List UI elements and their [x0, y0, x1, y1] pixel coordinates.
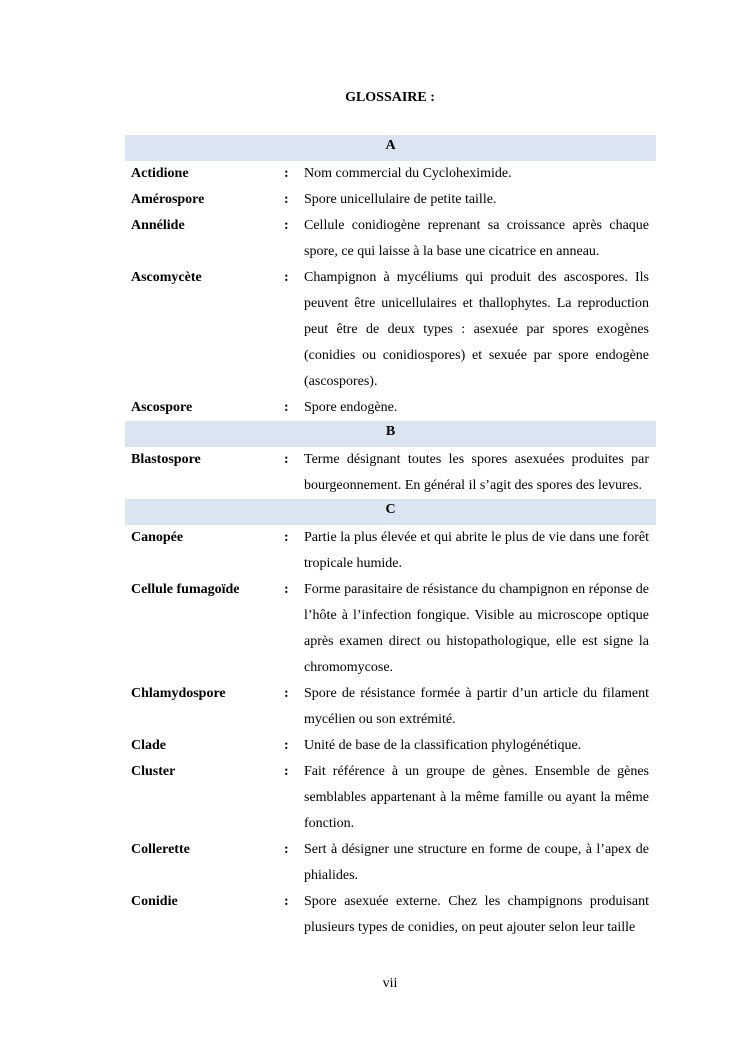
glossary-entry	[125, 213, 656, 265]
glossary-term: Chlamydospore	[131, 686, 226, 701]
term-separator: :	[284, 218, 289, 233]
glossary-definition: Spore de résistance formée à partir d’un article du filament mycélien ou son extrémité.	[304, 686, 649, 727]
glossary-entry	[125, 161, 656, 187]
glossary-definition: Spore unicellulaire de petite taille.	[304, 192, 497, 207]
glossary-entry	[125, 577, 656, 681]
term-separator: :	[284, 192, 289, 207]
glossary-definition: Fait référence à un groupe de gènes. Ensemble de gènes semblables appartenant à la même famille ou ayant la même fonction.	[304, 764, 649, 831]
section-header-a: A	[125, 135, 656, 161]
term-separator: :	[284, 582, 289, 597]
glossary-entry	[125, 447, 656, 499]
glossary-entry	[125, 733, 656, 759]
glossary-definition: Forme parasitaire de résistance du champignon en réponse de l’hôte à l’infection fongique. Visible au microscope optique après examen direct ou histopathologique, elle est signe la chromomycose.	[304, 582, 649, 675]
glossary-term: Clade	[131, 738, 166, 753]
term-separator: :	[284, 270, 289, 285]
term-separator: :	[284, 764, 289, 779]
glossary-term: Amérospore	[131, 192, 205, 207]
page-number: vii	[382, 976, 398, 991]
term-separator: :	[284, 166, 289, 181]
glossary-term: Canopée	[131, 530, 184, 545]
glossary-definition: Sert à désigner une structure en forme de coupe, à l’apex de phialides.	[304, 842, 649, 883]
section-header-c: C	[125, 499, 656, 525]
term-separator: :	[284, 738, 289, 753]
term-separator: :	[284, 842, 289, 857]
glossary-table	[125, 135, 656, 941]
glossary-entry	[125, 395, 656, 421]
glossary-definition: Terme désignant toutes les spores asexuées produites par bourgeonnement. En général il s’agit des spores des levures.	[304, 452, 649, 493]
glossary-definition: Champignon à mycéliums qui produit des ascospores. Ils peuvent être unicellulaires et thallophytes. La reproduction peut être de deux types : asexuée par spores exogènes (conidies ou conidiospores) et sexuée par spore endogène (ascospores).	[304, 270, 649, 389]
glossary-term: Cluster	[131, 764, 176, 779]
glossary-entry	[125, 525, 656, 577]
glossary-term: Cellule fumagoïde	[131, 582, 240, 597]
glossary-term: Collerette	[131, 842, 190, 857]
glossary-definition: Cellule conidiogène reprenant sa croissance après chaque spore, ce qui laisse à la base une cicatrice en anneau.	[304, 218, 649, 259]
section-header-b: B	[125, 421, 656, 447]
glossary-term: Annélide	[131, 218, 185, 233]
glossary-term: Conidie	[131, 894, 178, 909]
glossary-entry	[125, 759, 656, 837]
glossary-term: Blastospore	[131, 452, 201, 467]
glossary-term: Ascospore	[131, 400, 193, 415]
term-separator: :	[284, 400, 289, 415]
glossary-definition: Spore asexuée externe. Chez les champignons produisant plusieurs types de conidies, on peut ajouter selon leur taille	[304, 894, 649, 935]
glossary-definition: Unité de base de la classification phylogénétique.	[304, 738, 582, 753]
glossary-entry	[125, 889, 656, 941]
glossary-definition: Nom commercial du Cycloheximide.	[304, 166, 512, 181]
glossary-term: Ascomycète	[131, 270, 202, 285]
term-separator: :	[284, 686, 289, 701]
page-title: GLOSSAIRE :	[345, 90, 435, 105]
glossary-entry	[125, 837, 656, 889]
glossary-definition: Spore endogène.	[304, 400, 398, 415]
glossary-entry	[125, 265, 656, 395]
glossary-term: Actidione	[131, 166, 189, 181]
term-separator: :	[284, 894, 289, 909]
glossary-entry	[125, 187, 656, 213]
term-separator: :	[284, 452, 289, 467]
term-separator: :	[284, 530, 289, 545]
glossary-entry	[125, 681, 656, 733]
glossary-definition: Partie la plus élevée et qui abrite le plus de vie dans une forêt tropicale humide.	[304, 530, 649, 571]
